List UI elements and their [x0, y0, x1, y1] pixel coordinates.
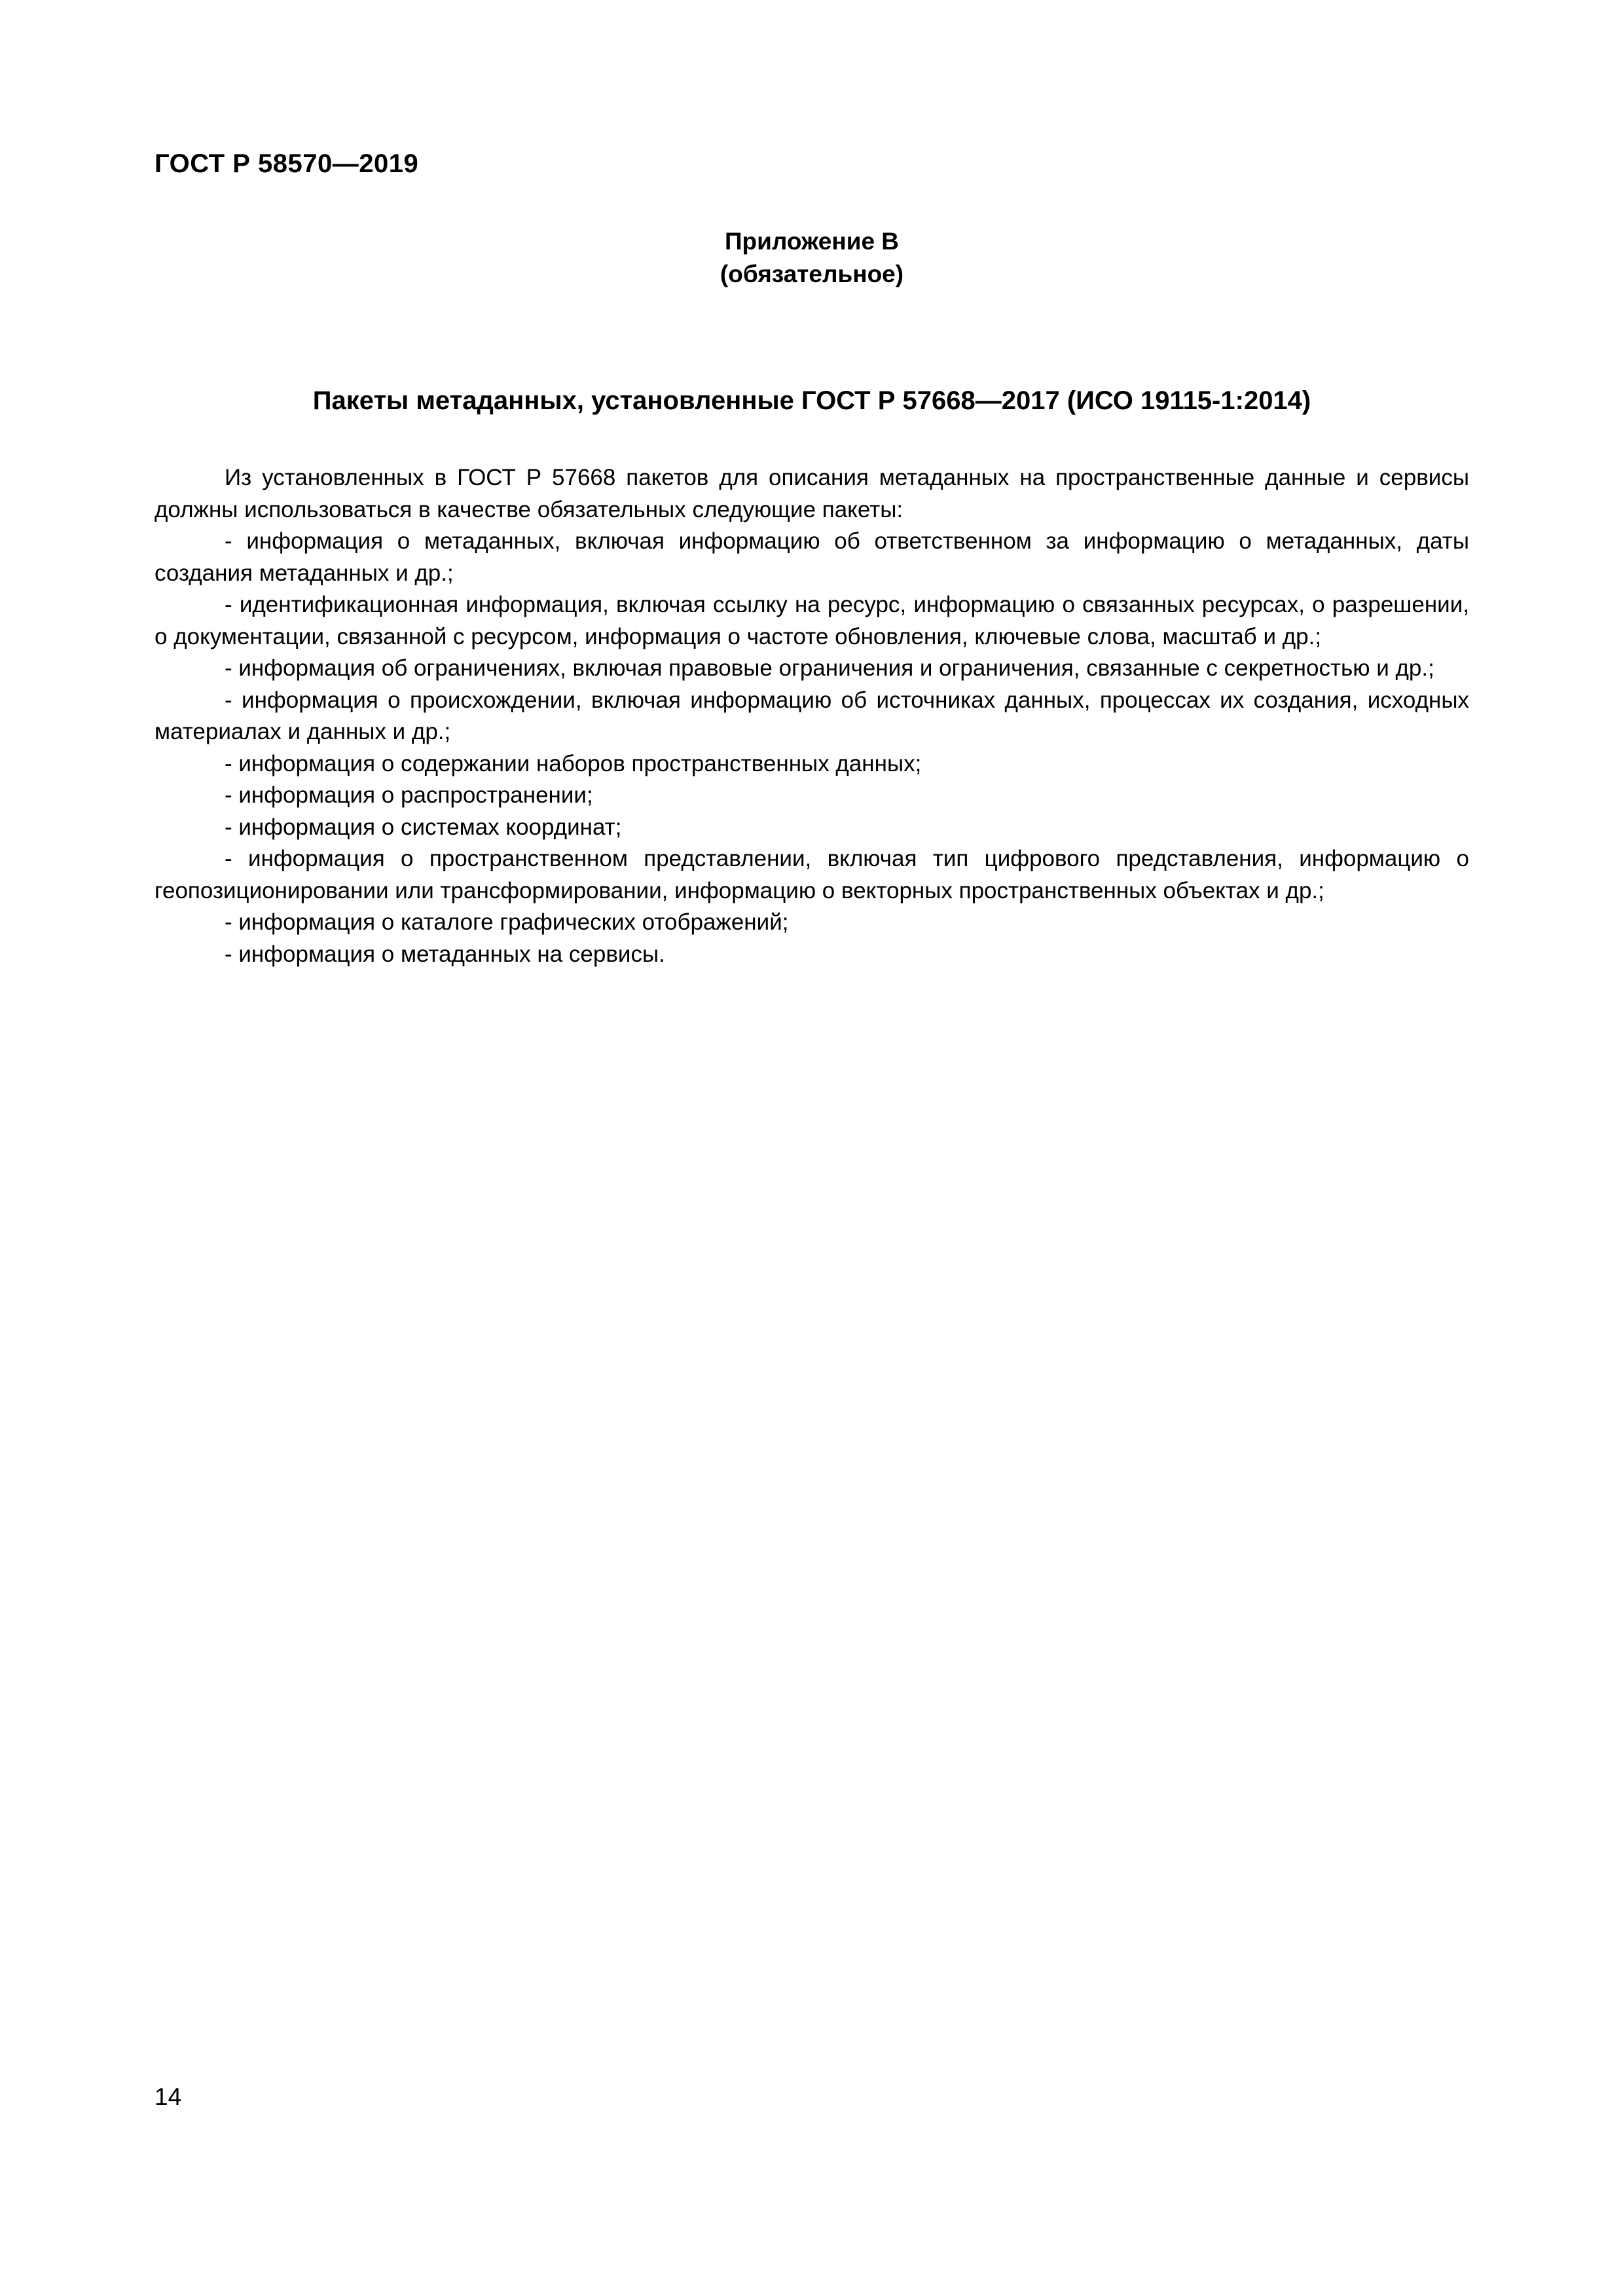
appendix-title: Приложение В	[724, 228, 900, 255]
list-item: - информация о содержании наборов пространственных данных;	[225, 750, 922, 776]
page-number: 14	[155, 2083, 182, 2110]
list-item: - информация о пространственном представлении, включая тип цифрового представления, информацию о геопозиционировании или трансформировании, информацию о векторных пространственных объектах и др.;	[155, 846, 1469, 903]
list-item: - информация о распространении;	[225, 782, 593, 808]
list-item: - информация о метаданных на сервисы.	[225, 941, 665, 967]
list-item: - идентификационная информация, включая ссылку на ресурс, информацию о связанных ресурсах, о разрешении, о документации, связанной с ресурсом, информация о частоте обновления, ключевые слова, масштаб и др.;	[155, 592, 1469, 649]
document-body	[155, 462, 1469, 970]
section-title: Пакеты метаданных, установленные ГОСТ Р 57668—2017 (ИСО 19115-1:2014)	[312, 386, 1311, 415]
intro-paragraph: Из установленных в ГОСТ Р 57668 пакетов для описания метаданных на пространственные данные и сервисы должны использоваться в качестве обязательных следующие пакеты:	[155, 465, 1469, 522]
list-item: - информация об ограничениях, включая правовые ограничения и ограничения, связанные с секретностью и др.;	[225, 655, 1434, 681]
appendix-heading	[155, 225, 1469, 291]
appendix-status: (обязательное)	[720, 261, 904, 287]
list-item: - информация о системах координат;	[225, 814, 622, 840]
list-item: - информация о каталоге графических отображений;	[225, 909, 789, 935]
list-item: - информация о происхождении, включая информацию об источниках данных, процессах их создания, исходных материалах и данных и др.;	[155, 687, 1469, 744]
list-item: - информация о метаданных, включая информацию об ответственном за информацию о метаданных, даты создания метаданных и др.;	[155, 528, 1469, 586]
document-code: ГОСТ Р 58570—2019	[155, 149, 419, 178]
